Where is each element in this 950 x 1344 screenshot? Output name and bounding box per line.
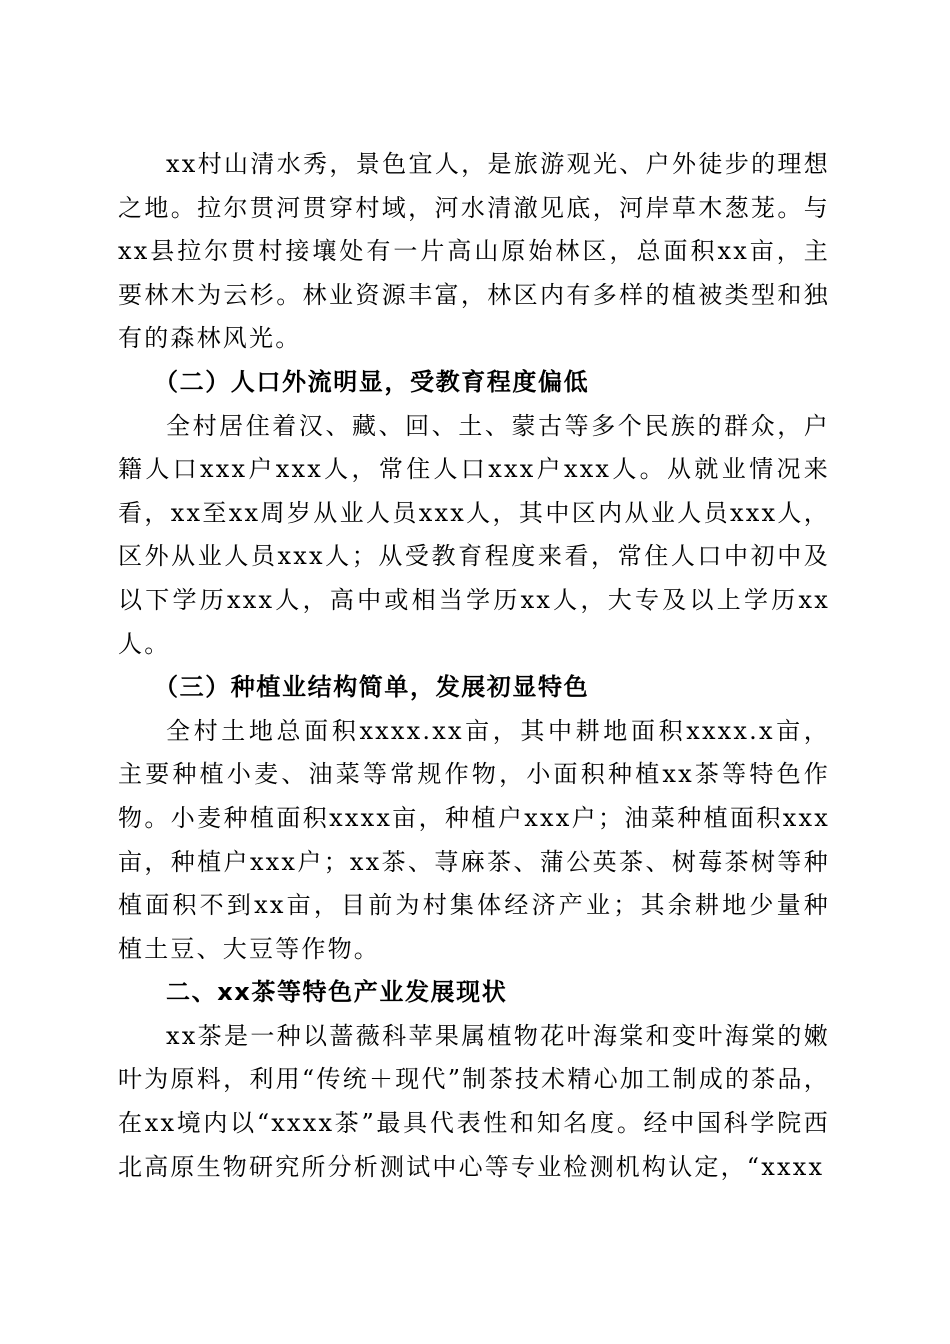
section-heading-population: （二）人口外流明显，受教育程度偏低 xyxy=(154,367,590,396)
paragraph-population-education: 全村居住着汉、藏、回、土、蒙古等多个民族的群众，户籍人口xxx户xxx人，常住人口xxx户xxx人。从就业情况来看，xx至xx周岁从业人员xxx人，其中区内从业人员xxx人，区外从业人员xxx人；从受教育程度来看，常住人口中初中及以下学历xxx人，高中或相当学历xx人，大专及以上学历xx人。 xyxy=(118,411,830,658)
paragraph-tourism-forest: xx村山清水秀，景色宜人，是旅游观光、户外徒步的理想之地。拉尔贯河贯穿村域，河水清澈见底，河岸草木葱茏。与xx县拉尔贯村接壤处有一片高山原始林区，总面积xx亩，主要林木为云杉。林业资源丰富，林区内有多样的植被类型和独有的森林风光。 xyxy=(118,150,830,353)
paragraph-planting-structure: 全村土地总面积xxxx.xx亩，其中耕地面积xxxx.x亩，主要种植小麦、油菜等常规作物，小面积种植xx茶等特色作物。小麦种植面积xxxx亩，种植户xxx户；油菜种植面积xxx亩，种植户xxx户；xx茶、荨麻茶、蒲公英茶、树莓茶树等种植面积不到xx亩，目前为村集体经济产业；其余耕地少量种植土豆、大豆等作物。 xyxy=(118,716,830,963)
paragraph-tea-description: xx茶是一种以蔷薇科苹果属植物花叶海棠和变叶海棠的嫩叶为原料，利用“传统＋现代”制茶技术精心加工制成的茶品，在xx境内以“xxxx茶”最具代表性和知名度。经中国科学院西北高原生物研究所分析测试中心等专业检测机构认定，“xxxx xyxy=(118,1021,830,1181)
section-heading-planting: （三）种植业结构简单，发展初显特色 xyxy=(154,673,590,702)
document-page xyxy=(118,143,830,1189)
section-heading-tea-industry: 二、xx茶等特色产业发展现状 xyxy=(166,978,508,1007)
